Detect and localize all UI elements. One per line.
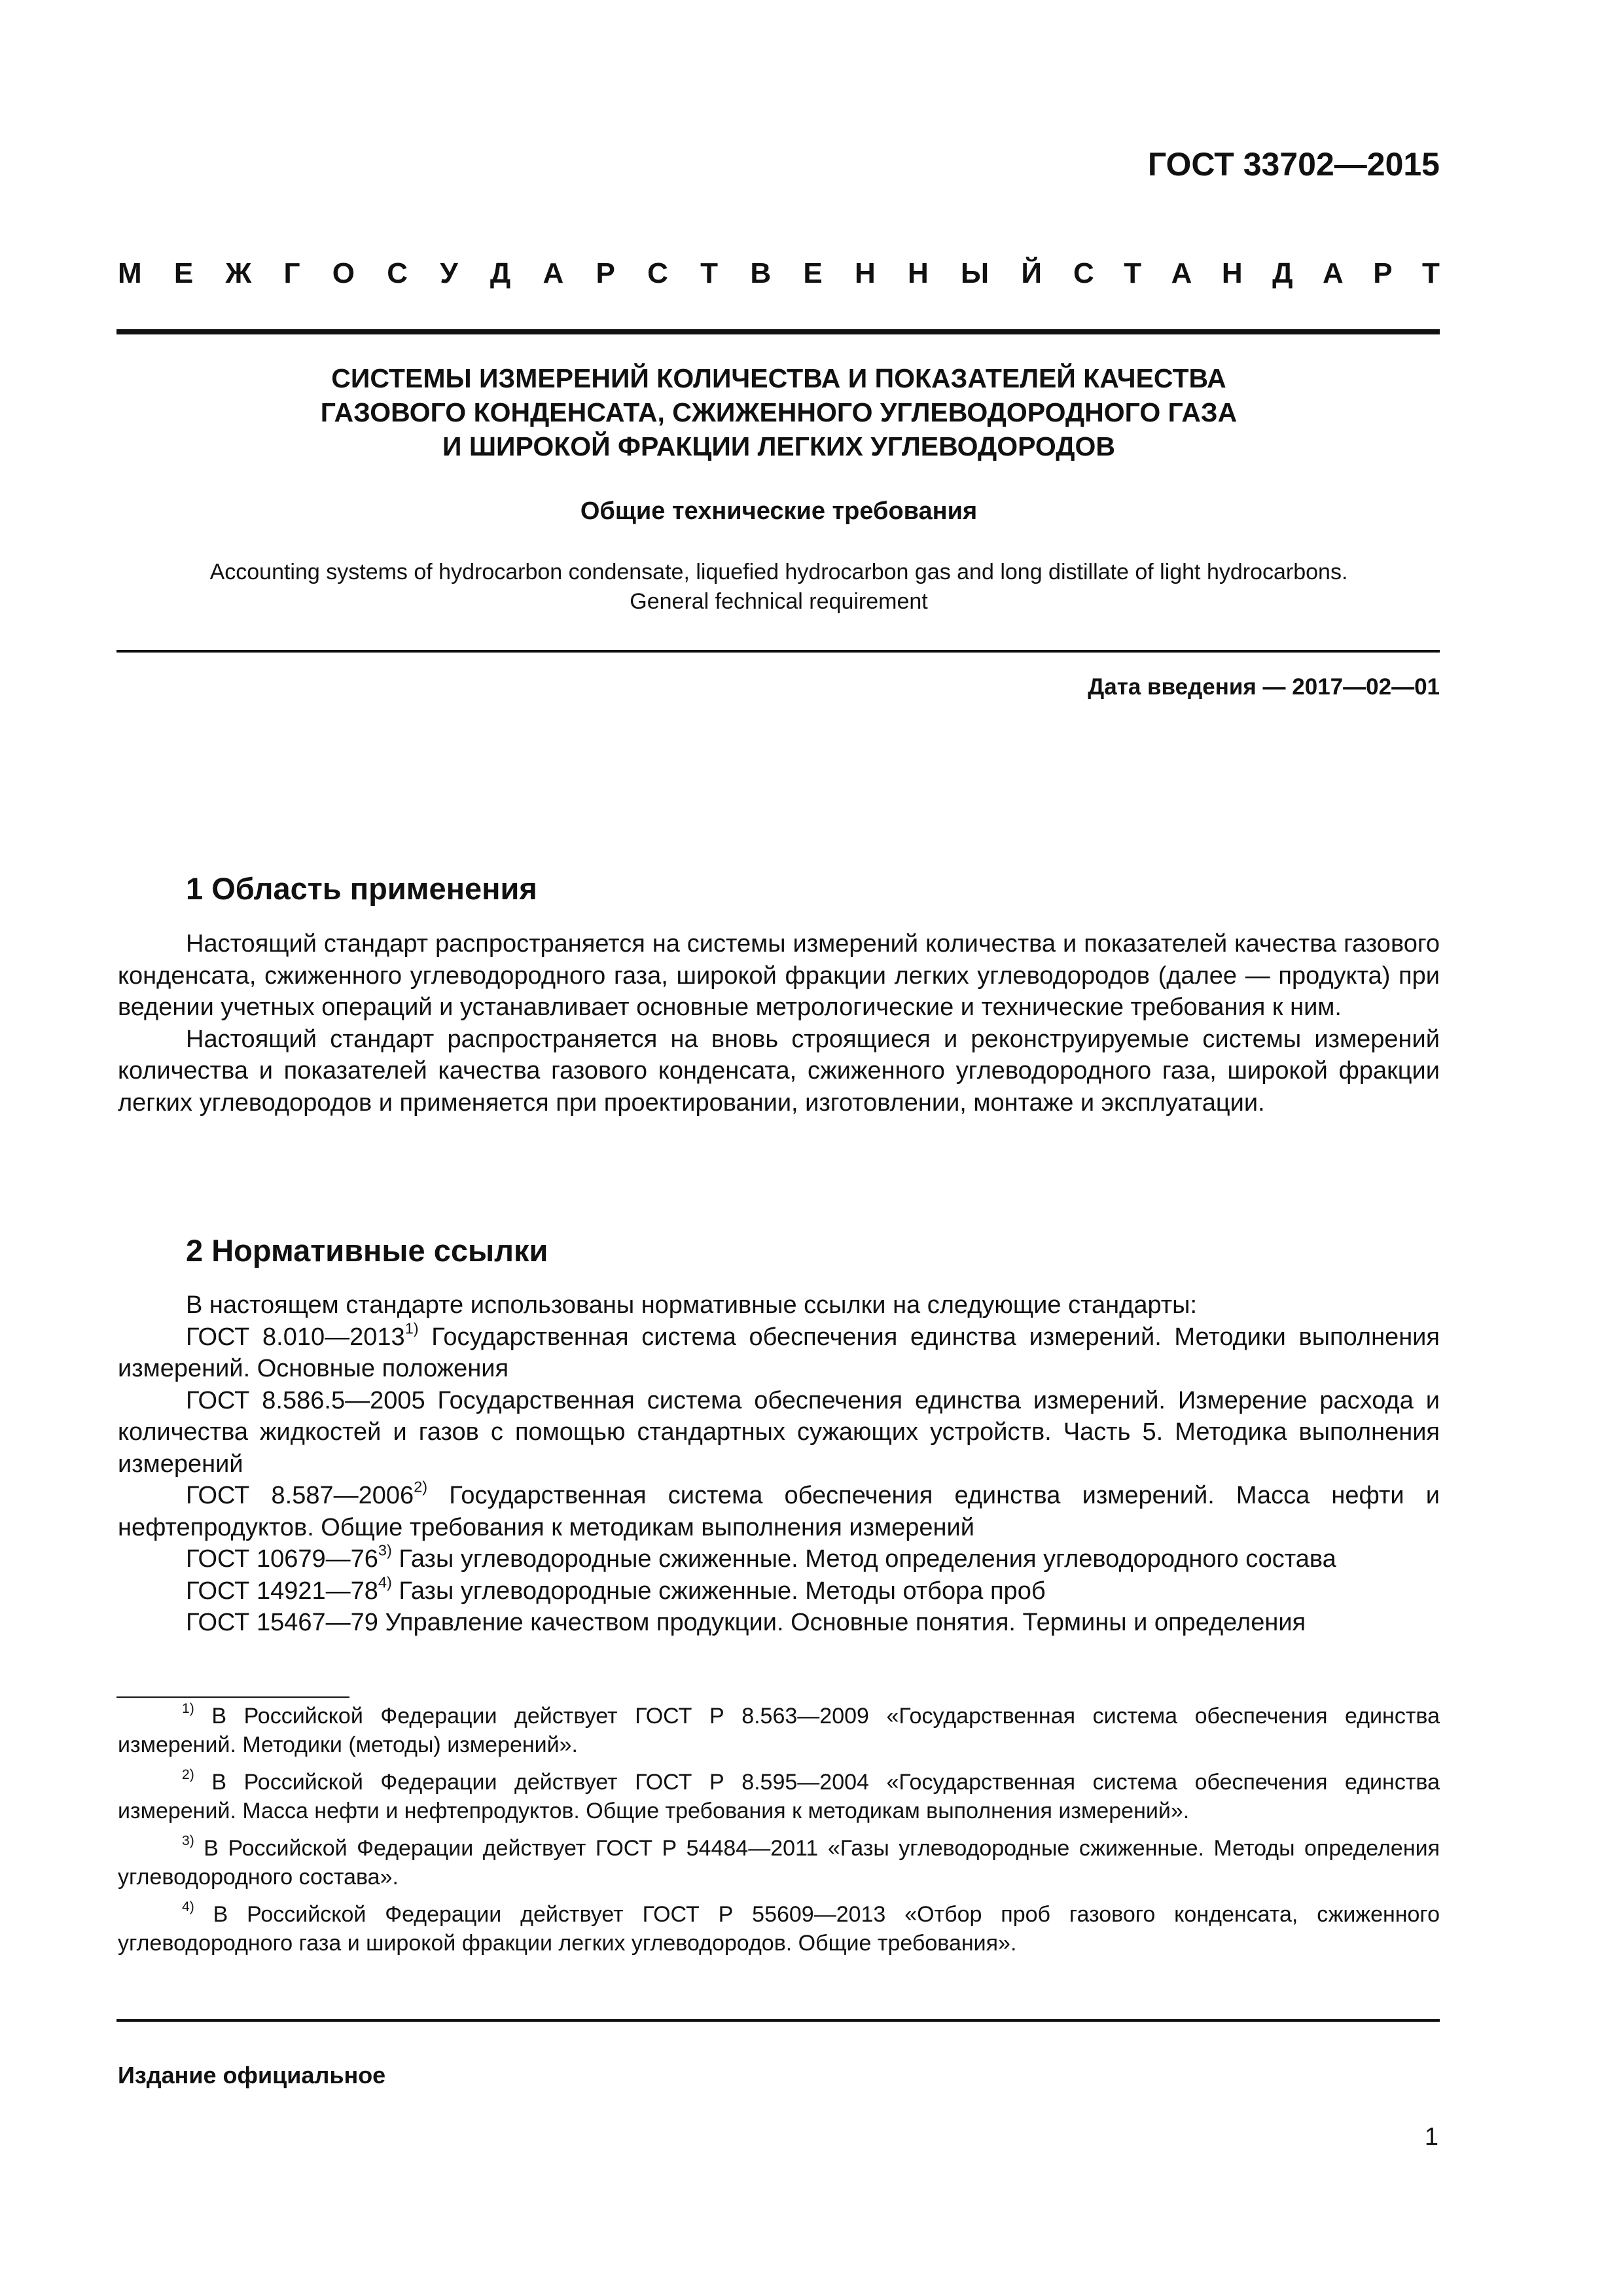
footnote-mark: 3) [378,1541,392,1559]
banner-letter: С [387,257,408,289]
footnote-mark: 1) [182,1701,194,1717]
header-divider [116,329,1440,334]
footer-divider [116,2019,1440,2022]
english-title [118,558,1440,617]
footnote [118,1702,1440,1759]
title-line: И ШИРОКОЙ ФРАКЦИИ ЛЕГКИХ УГЛЕВОДОРОДОВ [442,431,1115,461]
section-2-body [118,1289,1440,1639]
reference-code: ГОСТ 8.587—2006 [186,1482,414,1509]
reference-title: Государственная система обеспечения единства измерений. Методики выполнения измерений. Основные положения [118,1323,1440,1382]
footnote-separator [116,1696,349,1698]
section-1-heading: 1 Область применения [186,871,537,906]
banner-letter: С [647,257,668,289]
banner-letter: А [1322,257,1344,289]
reference-item [118,1607,1440,1639]
paragraph: Настоящий стандарт распространяется на вновь строящиеся и реконструируемые системы измерений количества и показателей качества газового конденсата, сжиженного углеводородного газа, широкой фракции легких углеводородов и применяется при проектировании, изготовлении, монтаже и эксплуатации. [118,1025,1440,1117]
reference-code: ГОСТ 15467—79 [186,1609,378,1636]
reference-item [118,1543,1440,1575]
banner-letter: Н [854,257,876,289]
footnote-mark: 2) [414,1478,428,1496]
banner-letter: Н [1221,257,1243,289]
banner-letter: В [750,257,772,289]
banner-letter: А [543,257,564,289]
title-divider [116,650,1440,653]
document-subtitle: Общие технические требования [580,497,978,525]
footnote-mark: 4) [182,1899,194,1915]
banner-letter: Р [1373,257,1393,289]
footnote-mark: 2) [182,1767,194,1783]
banner-letter: А [1171,257,1192,289]
footnote-text: В Российской Федерации действует ГОСТ Р 55609—2013 «Отбор проб газового конденсата, сжиженного углеводородного газа и широкой фракции легких углеводородов. Общие требования». [118,1902,1440,1956]
banner-letter: Н [907,257,929,289]
official-edition-label: Издание официальное [118,2062,386,2089]
banner-letter: Д [490,257,511,289]
footnote-text: В Российской Федерации действует ГОСТ Р 54484—2011 «Газы углеводородные сжиженные. Методы определения углеводородного состава». [118,1836,1440,1890]
footnote-mark: 4) [378,1573,392,1590]
footnote-text: В Российской Федерации действует ГОСТ Р 8.563—2009 «Государственная система обеспечения единства измерений. Методики (методы) измерений». [118,1704,1440,1757]
footnote-mark: 1) [404,1319,419,1336]
page-number: 1 [1424,2123,1438,2151]
introduction-date: Дата введения — 2017—02—01 [1088,674,1440,700]
reference-title: Управление качеством продукции. Основные понятия. Термины и определения [378,1609,1306,1636]
english-title-line: General fechnical requirement [630,589,928,614]
reference-item [118,1480,1440,1543]
standard-number: ГОСТ 33702—2015 [1147,146,1440,183]
english-title-line: Accounting systems of hydrocarbon condensate, liquefied hydrocarbon gas and long distillate of light hydrocarbons. [209,560,1348,584]
document-title [118,361,1440,463]
banner-letter: Т [700,257,719,289]
banner-letter: Г [283,257,300,289]
section-1-body [118,928,1440,1119]
reference-title: Газы углеводородные сжиженные. Метод определения углеводородного состава [391,1545,1336,1573]
banner-letter: Е [173,257,194,289]
banner-letter: Т [1422,257,1440,289]
reference-code: ГОСТ 8.586.5—2005 [186,1386,425,1414]
reference-code: ГОСТ 10679—76 [186,1545,378,1573]
banner-letter: Е [803,257,823,289]
banner-letter: У [440,257,458,289]
footnote-mark: 3) [182,1833,194,1849]
banner-letter: Й [1021,257,1042,289]
paragraph: Настоящий стандарт распространяется на системы измерений количества и показателей качества газового конденсата, сжиженного углеводородного газа, широкой фракции легких углеводородов (далее — продукта) при ведении учетных операций и устанавливает основные метрологические и технические требования к ним. [118,930,1440,1021]
interstate-standard-banner [118,254,1440,293]
title-line: СИСТЕМЫ ИЗМЕРЕНИЙ КОЛИЧЕСТВА И ПОКАЗАТЕЛЕЙ КАЧЕСТВА [331,363,1226,393]
section-2-heading: 2 Нормативные ссылки [186,1233,548,1268]
footnote [118,1900,1440,1958]
reference-title: Государственная система обеспечения единства измерений. Измерение расхода и количества жидкостей и газов с помощью стандартных сужающих устройств. Часть 5. Методика выполнения измерений [118,1386,1440,1478]
footnote [118,1768,1440,1825]
footnotes [118,1702,1440,1966]
footnote-text: В Российской Федерации действует ГОСТ Р 8.595—2004 «Государственная система обеспечения единства измерений. Масса нефти и нефтепродуктов. Общие требования к методикам выполнения измерений». [118,1770,1440,1823]
reference-item [118,1575,1440,1607]
reference-code: ГОСТ 8.010—2013 [186,1323,405,1351]
reference-title: Газы углеводородные сжиженные. Методы отбора проб [391,1577,1046,1605]
banner-letter: О [332,257,355,289]
interstate-word [118,257,1042,290]
reference-code: ГОСТ 14921—78 [186,1577,378,1605]
banner-letter: Т [1124,257,1142,289]
banner-letter: М [118,257,142,289]
standard-word [1073,257,1440,290]
banner-letter: Р [596,257,615,289]
reference-item [118,1321,1440,1385]
banner-letter: С [1073,257,1094,289]
reference-item [118,1385,1440,1480]
title-line: ГАЗОВОГО КОНДЕНСАТА, СЖИЖЕННОГО УГЛЕВОДОРОДНОГО ГАЗА [320,397,1238,427]
footnote [118,1834,1440,1892]
banner-letter: Ж [225,257,252,289]
paragraph: В настоящем стандарте использованы нормативные ссылки на следующие стандарты: [186,1291,1198,1319]
banner-letter: Ы [961,257,990,289]
reference-title: Государственная система обеспечения единства измерений. Масса нефти и нефтепродуктов. Общие требования к методикам выполнения измерений [118,1482,1440,1541]
banner-letter: Д [1272,257,1293,289]
